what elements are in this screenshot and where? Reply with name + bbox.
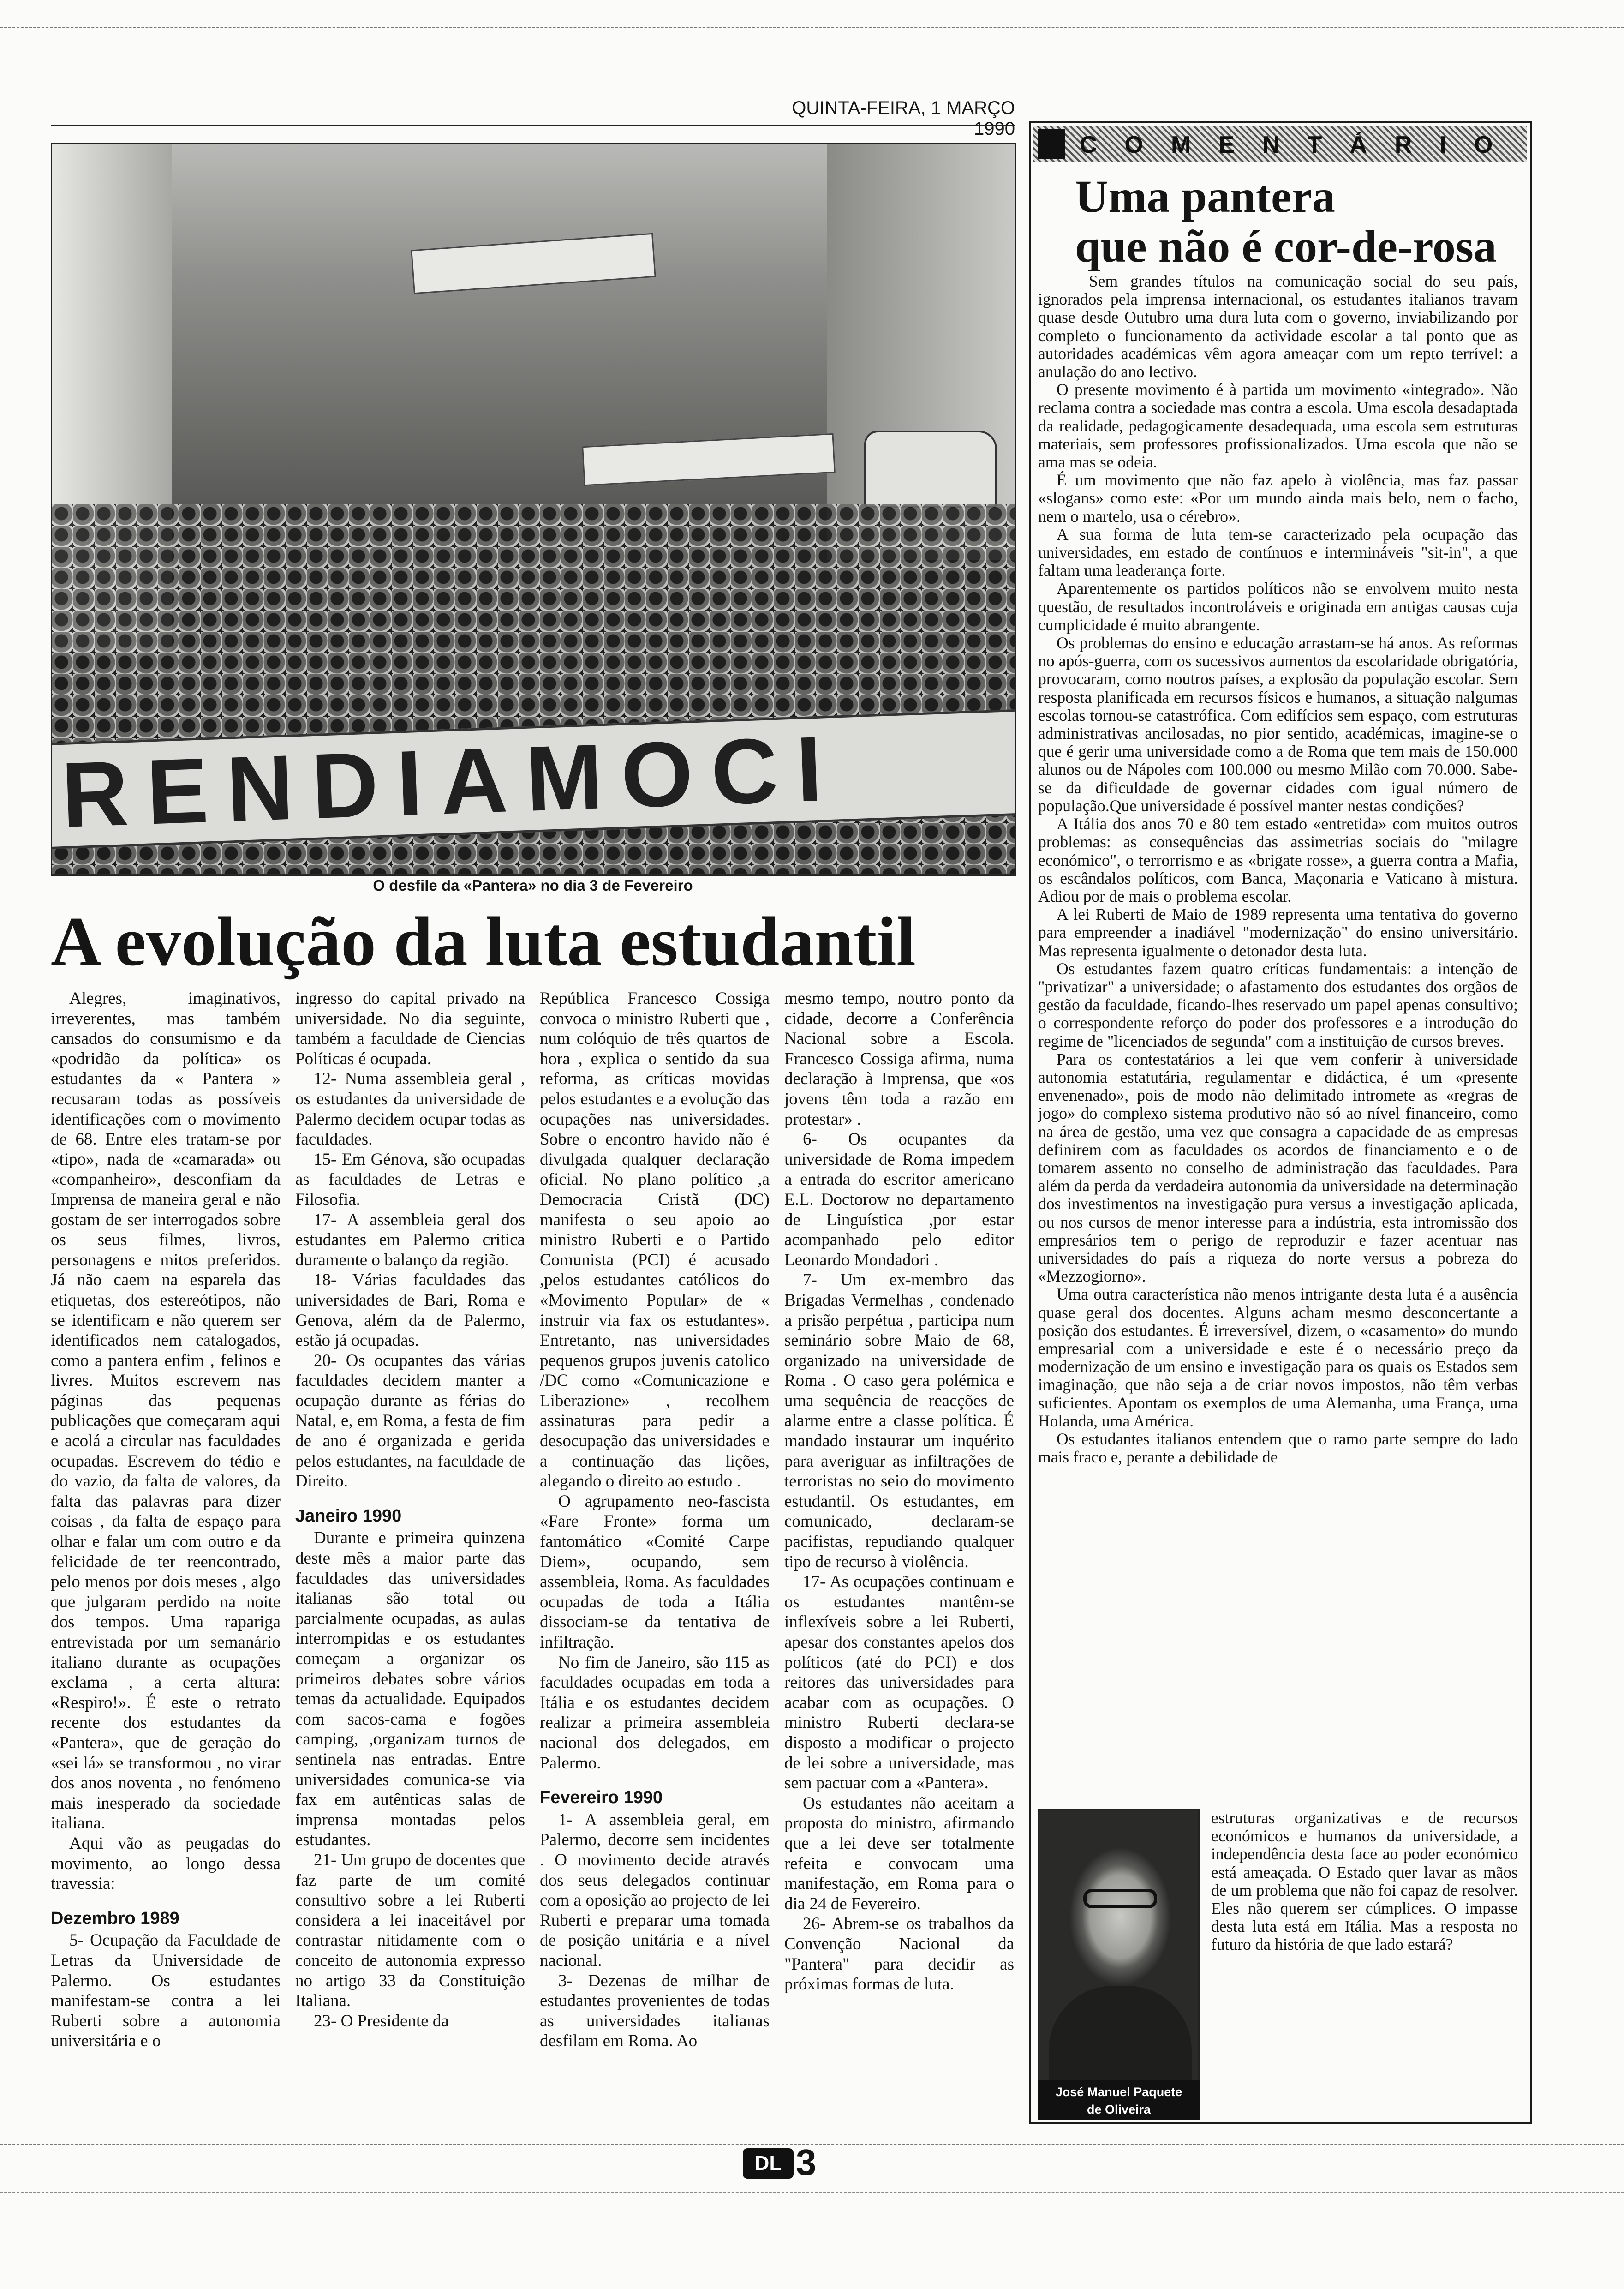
article-headline: A evolução da luta estudantil bbox=[51, 903, 916, 980]
article-paragraph: No fim de Janeiro, são 115 as faculdades ocupadas em toda a Itália e os estudantes decidem realizar a primeira assembleia nacional dos delegados, em Palermo. bbox=[540, 1653, 770, 1773]
article-paragraph: 26- Abrem-se os trabalhos da Convenção Nacional da "Pantera" para decidir as próximas formas de luta. bbox=[784, 1914, 1014, 1994]
fold-line-top bbox=[0, 27, 1624, 28]
section-heading-fevereiro: Fevereiro 1990 bbox=[540, 1788, 663, 1808]
article-paragraph: 1- A assembleia geral, em Palermo, decorre sem incidentes . O movimento decide através dos seus delegados continuar com a oposição ao projecto de lei Ruberti e preparar uma tomada de posição unitária e a nível nacional. bbox=[540, 1810, 770, 1970]
article-paragraph: Os estudantes não aceitam a proposta do ministro, afirmando que a lei deve ser totalmente refeita e convocam uma manifestação, em Roma para o dia 24 de Fevereiro. bbox=[784, 1793, 1014, 1913]
comment-paragraph: Uma outra característica não menos intrigante desta luta é a ausência quase geral dos docentes. Alguns acham mesmo desconcertante a posição dos estudantes. É irreversível, dizem, o «casamento» do mundo empresarial com a universidade e este é o necessário preço da modernização de um ensino e investigação para os quais os Estados sem imaginação, que não seja a de criar novos impostos, não têm verbas suficientes. Apontam os exemplos de uma Alemanha, uma França, uma Holanda, uma América. bbox=[1038, 1285, 1518, 1430]
article-paragraph: mesmo tempo, noutro ponto da cidade, decorre a Conferência Nacional sobre a Escola. Francesco Cossiga afirma, numa declaração à Imprensa, que «os jovens têm toda a razão em protestar» . bbox=[784, 989, 1014, 1129]
dateline: QUINTA-FEIRA, 1 MARÇO 1990 bbox=[792, 98, 1015, 139]
section-heading-dezembro: Dezembro 1989 bbox=[51, 1908, 179, 1928]
article-paragraph: 3- Dezenas de milhar de estudantes provenientes de todas as universidades italianas desfilam em Roma. Ao bbox=[540, 1971, 770, 2051]
comment-paragraph: Sem grandes títulos na comunicação social do seu país, ignorados pela imprensa internacional, os estudantes italianos travam quase desde Outubro uma dura luta com o governo, inviabilizando por completo o funcionamento da actividade escolar a tal ponto que as autoridades académicas vêm agora ameaçar com um repto terrível: a anulação do ano lectivo. bbox=[1038, 272, 1518, 381]
comment-paragraph: A lei Ruberti de Maio de 1989 representa uma tentativa do governo para empreender a inadiável "modernização" do ensino universitário. Mas representa igualmente o detonador desta luta. bbox=[1038, 905, 1518, 960]
author-caption bbox=[1038, 2080, 1200, 2120]
comment-paragraph: A sua forma de luta tem-se caracterizado pela ocupação das universidades, em estado de contínuos e intermináveis "sit-in", a que faltam uma leaderança forte. bbox=[1038, 525, 1518, 580]
article-paragraph: 23- O Presidente da bbox=[314, 2011, 449, 2031]
article-column-1 bbox=[51, 989, 281, 2105]
article-paragraph: 5- Ocupação da Faculdade de Letras da Universidade de Palermo. Os estudantes manifestam-se contra a lei Ruberti sobre a autonomia universitária e o bbox=[51, 1931, 281, 2051]
article-paragraph: Alegres, imaginativos, irreverentes, mas também cansados do consumismo e da «podridão da política» os estudantes da « Pantera » recusaram todas as possíveis identificações com o movimento de 68. Entre eles tratam-se por «tipo», nada de «camarada» ou «companheiro», desconfiam da Imprensa de maneira geral e não gostam de ser interrogados sobre os seus filmes, livros, personagens e mitos preferidos. Já não caem na esparela das etiquetas, dos estereótipos, não se identificam e não querem ser identificados nem catalogados, como a pantera enfim , felinos e livres. Muitos escrevem nas páginas das pequenas publicações que começaram aqui e acolá a circular nas faculdades ocupadas. Escrevem do tédio e do vazio, da falta de valores, da falta das palavras para dizer coisas , da falta de espaço para olhar e falar um com outro e da felicidade de ter reencontrado, pelo menos por dois meses , algo que julgaram perdido na noite dos tempos. Uma rapariga entrevistada por um semanário italiano durante as ocupações exclama , a certa altura: «Respiro!». É este o retrato recente dos estudantes da «Pantera», que de geração do «sei lá» se transformou , no virar dos anos noventa , no fenómeno mais inesperado da sociedade italiana. bbox=[51, 989, 281, 1833]
photo-car bbox=[864, 431, 997, 508]
comment-headline-line-2: que não é cor-de-rosa bbox=[1075, 221, 1497, 272]
article-column-3 bbox=[540, 989, 770, 2105]
page-number: 3 bbox=[796, 2142, 817, 2183]
article-paragraph: 6- Os ocupantes da universidade de Roma impedem a entrada do escritor americano E.L. Doctorow no departamento de Linguística ,por estar acompanhado pelo editor Leonardo Mondadori . bbox=[784, 1130, 1014, 1270]
comment-kicker: COMENTÁRIO bbox=[1080, 132, 1521, 158]
comment-paragraph: Os estudantes fazem quatro críticas fundamentais: a intenção de "privatizar" a universidade; o afastamento dos estudantes dos orgãos de gestão da faculdade, ficando-lhes reservado um papel apenas consultivo; o correspondente reforço do poder dos professores e a introdução do regime de "licenciados de segunda" com a instituição de cursos breves. bbox=[1038, 959, 1518, 1050]
article-column-4 bbox=[784, 989, 1014, 2105]
article-paragraph: 17- As ocupações continuam e os estudantes mantêm-se inflexíveis sobre a lei Ruberti, apesar dos constantes apelos dos políticos (até do PCI) e dos reitores das universidades para acabar com as ocupações. O ministro Ruberti declara-se disposto a modificar o projecto de lei sobre a universidade, mas sem pactuar com a «Pantera». bbox=[784, 1572, 1014, 1793]
article-paragraph: 15- Em Génova, são ocupadas as faculdades de Letras e Filosofia. bbox=[295, 1150, 525, 1209]
section-heading-janeiro: Janeiro 1990 bbox=[295, 1506, 402, 1526]
photo-banner-top bbox=[411, 233, 656, 294]
article-paragraph: Durante e primeira quinzena deste mês a maior parte das faculdades das universidades italianas são total ou parcialmente ocupadas, as aulas interrompidas e os estudantes começam a organizar os primeiros debates sobre vários temas da actualidade. Equipados com sacos-cama e fogões camping, ,organizam turnos de sentinela nas entradas. Entre universidades comunica-se via fax em autênticas salas de imprensa montadas pelos estudantes. bbox=[295, 1528, 525, 1850]
photo-banner-middle bbox=[582, 433, 836, 486]
comment-body bbox=[1038, 272, 1518, 1804]
article-paragraph: O agrupamento neo-fascista «Fare Fronte» forma um fantomático «Comité Carpe Diem», ocupando, sem assembleia, Roma. As faculdades ocupadas de toda a Itália dissociam-se da tentativa de infiltração. bbox=[540, 1492, 770, 1652]
photo-caption: O desfile da «Pantera» no dia 3 de Fevereiro bbox=[373, 877, 693, 894]
author-name-line-2: de Oliveira bbox=[1087, 2103, 1151, 2116]
fold-line-footer bbox=[0, 2192, 1624, 2193]
comment-paragraph: Aparentemente os partidos políticos não se envolvem muito nesta questão, de resultados incontroláveis e originada em antigas causas cuja cumplicidade é muito abrangente. bbox=[1038, 579, 1518, 634]
comment-headline bbox=[1075, 172, 1518, 271]
glasses-icon bbox=[1083, 1889, 1157, 1908]
article-paragraph: 7- Um ex-membro das Brigadas Vermelhas , condenado a prisão perpétua , participa num seminário sobre Maio de 68, organizado na universidade de Roma . O caso gera polémica e uma sequência de reacções de alarme entre a classe política. É mandado instaurar um inquérito para averiguar as infiltrações de terroristas no seio do movimento estudantil. Os estudantes, em comunicado, declaram-se pacifistas, repudiando qualquer tipo de recurso à violência. bbox=[784, 1270, 1014, 1571]
article-paragraph: ingresso do capital privado na universidade. No dia seguinte, também a faculdade de Ciencias Políticas é ocupada. bbox=[295, 989, 525, 1068]
comment-paragraph: O presente movimento é à partida um movimento «integrado». Não reclama contra a sociedade mas contra a escola. Uma escola desadaptada da realidade, pedagogicamente desadequada, uma escola sem estruturas materiais, sem professores profissionalizados. Uma escola que não se ama mas se odeia. bbox=[1038, 380, 1518, 472]
comment-tail bbox=[1211, 1809, 1518, 2114]
footer-logo-text: DL bbox=[754, 2152, 782, 2175]
comment-paragraph: É um movimento que não faz apelo à violência, mas faz passar «slogans» como este: «Por um mundo ainda mais belo, nem o facho, nem o martelo, usa o cérebro». bbox=[1038, 471, 1518, 526]
article-paragraph: Aqui vão as peugadas do movimento, ao longo dessa travessia: bbox=[51, 1834, 281, 1894]
comment-paragraph: Os estudantes italianos entendem que o ramo parte sempre do lado mais fraco e, perante a debilidade de bbox=[1038, 1430, 1518, 1467]
author-portrait bbox=[1038, 1809, 1200, 2086]
header-rule bbox=[51, 125, 1015, 126]
article-paragraph: 18- Várias faculdades das universidades de Bari, Roma e Genova, além da de Palermo, estão já ocupadas. bbox=[295, 1270, 525, 1350]
comment-headline-line-1: Uma pantera bbox=[1075, 171, 1335, 222]
kicker-square-icon bbox=[1038, 129, 1065, 159]
article-paragraph: República Francesco Cossiga convoca o ministro Ruberti que , num colóquio de três quartos de hora , explica o sentido da sua reforma, as críticas movidas pelos estudantes e a evolução das ocupações nas universidades. Sobre o encontro havido não é divulgada qualquer declaração oficial. No plano político ,a Democracia Cristã (DC) manifesta o seu apoio ao ministro Ruberti e o Partido Comunista (PCI) é acusado ,pelos estudantes católicos do «Movimento Popular» de « instruir via fax os estudantes». Entretanto, nas universidades pequenos grupos juvenis catolico /DC como «Comunicazione e Liberazione» , recolhem assinaturas para pedir a desocupação das universidades e a continuação das lições, alegando o direito ao estudo . bbox=[540, 989, 770, 1491]
comment-paragraph: A Itália dos anos 70 e 80 tem estado «entretida» com muitos outros problemas: as consequências das assimetrias sociais do "milagre económico", o terrorrismo e as «brigate rosse», a guerra contra a Mafia, os escândalos políticos, com Banca, Maçonaria e Vaticano à mistura. Adiou por de mais o problema escolar. bbox=[1038, 815, 1518, 905]
protest-photo bbox=[51, 143, 1016, 876]
portrait-shoulders bbox=[1049, 1986, 1192, 2086]
comment-paragraph: Para os contestatários a lei que vem conferir à universidade autonomia estatutária, regulamentar e didáctica, é um «presente envenenado», pois de modo não delimitado intromete as «regras de jogo» do complexo sistema produtivo não só ao nível financeiro, como na área de gestão, uma vez que consagra a capacidade de as empresas definirem com as faculdades os acordos de financiamento e o de tomarem assento no conselho de administração das faculdades. Para além da perda da verdadeira autonomia da universidade na determinação dos investimentos na investigação pura versus a investigação aplicada, ou nos cursos de menor interesse para a indústria, esta intromissão dos empresários tem o perigo de reproduzir e fazer acentuar nas universidades do país a riqueza do norte versus a pobreza do «Mezzogiorno». bbox=[1038, 1049, 1518, 1286]
photo-banner-text: RENDIAMOCI bbox=[60, 717, 842, 847]
article-paragraph: 21- Um grupo de docentes que faz parte de um comité consultivo sobre a lei Ruberti considera a lei inaceitável por contrastar nitidamente com o conceito de autonomia expresso no artigo 33 da Constituição Italiana. bbox=[295, 1850, 525, 2011]
article-paragraph: 17- A assembleia geral dos estudantes em Palermo critica duramente o balanço da região. bbox=[295, 1210, 525, 1270]
comment-paragraph: Os problemas do ensino e educação arrastam-se há anos. As reformas no após-guerra, com os sucessivos aumentos da escolaridade obrigatória, provocaram, como noutros países, a explosão da população escolar. Sem resposta planificada em recursos físicos e humanos, a situação nalgumas escolas tornou-se catastrófica. Com edifícios sem espaço, com estruturas administrativas ancilosadas, no pior sentido, académicas, imagine-se o que é gerir uma universidade como a de Roma que tem mais de 150.000 alunos ou de Nápoles com 100.000 ou mesmo Milão com 70.000. Sabe-se da dificuldade de governar cidades com igual número de população.Que universidade é possível manter nestas condições? bbox=[1038, 634, 1518, 815]
article-paragraph: 12- Numa assembleia geral , os estudantes da universidade de Palermo decidem ocupar todas as faculdades. bbox=[295, 1069, 525, 1149]
comment-paragraph: estruturas organizativas e de recursos económicos e humanos da universidade, a independência desta face ao poder económico está ameaçada. O Estado quer lavar as mãos de um problema que não foi capaz de resolver. Eles não querem ser cúmplices. O impasse desta luta está em Itália. Mas a resposta no futuro da história de que lado estará? bbox=[1211, 1809, 1518, 1954]
author-name-line-1: José Manuel Paquete bbox=[1055, 2085, 1182, 2099]
article-column-2 bbox=[295, 989, 525, 2105]
comment-kicker-bar bbox=[1033, 126, 1527, 162]
article-paragraph: 20- Os ocupantes das várias faculdades decidem manter a ocupação durante as férias do Natal, e, em Roma, a festa de fim de ano é organizada e gerida pelos estudantes, na faculdade de Direito. bbox=[295, 1351, 525, 1491]
footer-logo bbox=[743, 2148, 794, 2179]
